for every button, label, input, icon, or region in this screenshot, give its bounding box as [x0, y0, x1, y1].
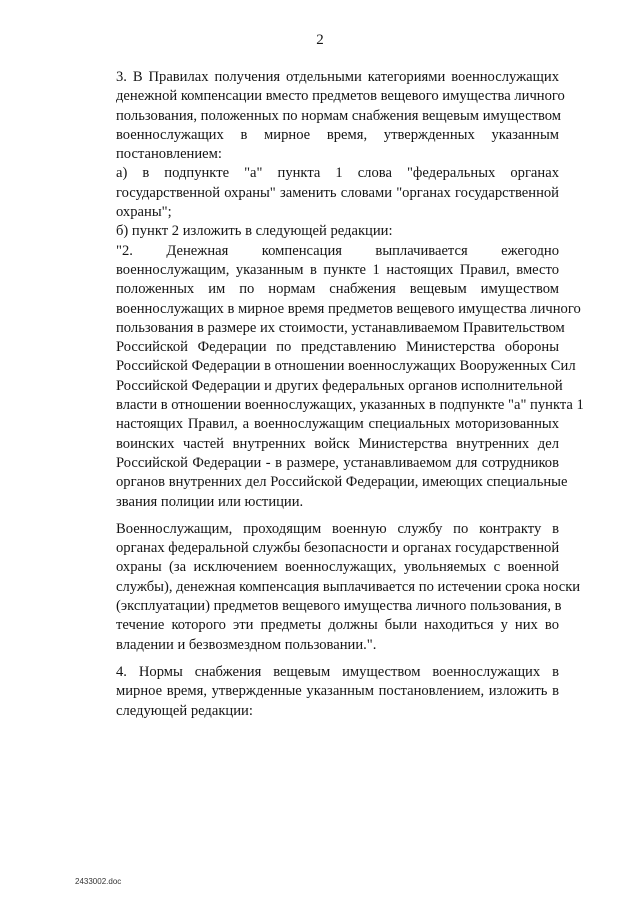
- text-line: следующей редакции:: [116, 702, 253, 719]
- text-line: воинских частей внутренних войск Министерства внутренних дел: [116, 435, 559, 452]
- text-line: службы), денежная компенсация выплачивается по истечении срока носки: [116, 578, 581, 595]
- text-line: пользования, положенных по нормам снабжения вещевым имуществом: [116, 107, 562, 124]
- text-line: звания полиции или юстиции.: [116, 493, 304, 510]
- document-body: [75, 68, 584, 721]
- text-line: Российской Федерации в отношении военнослужащих Вооруженных Сил: [116, 358, 576, 375]
- paragraph: [75, 222, 559, 241]
- paragraph: [75, 164, 559, 222]
- text-line: а) в подпункте "а" пункта 1 слова "федеральных органах: [116, 165, 559, 182]
- text-line: течение которого эти предметы должны были находиться у них во: [116, 617, 559, 634]
- text-line: (эксплуатации) предметов вещевого имущества личного пользования, в: [116, 598, 562, 615]
- text-line: власти в отношении военнослужащих, указанных в подпункте "а" пункта 1: [116, 397, 584, 414]
- text-line: постановлением:: [116, 146, 222, 163]
- paragraph: [75, 242, 584, 512]
- text-line: 4. Нормы снабжения вещевым имуществом военнослужащих в: [116, 663, 559, 680]
- text-line: положенных им по нормам снабжения вещевым имуществом: [116, 281, 559, 298]
- text-line: Российской Федерации - в размере, устанавливаемом для сотрудников: [116, 454, 559, 471]
- text-line: Российской Федерации и других федеральных органов исполнительной: [116, 377, 563, 394]
- text-line: органах федеральной службы безопасности и органах государственной: [116, 540, 560, 557]
- text-line: военнослужащих в мирное время, утвержденных указанным: [116, 126, 559, 143]
- text-line: органов внутренних дел Российской Федерации, имеющих специальные: [116, 474, 568, 491]
- text-line: военнослужащим, указанным в пункте 1 настоящих Правил, вместо: [116, 261, 559, 278]
- text-line: пользования в размере их стоимости, устанавливаемом Правительством: [116, 319, 565, 336]
- text-line: настоящих Правил, а военнослужащим специальных моторизованных: [116, 416, 559, 433]
- text-line: Российской Федерации по представлению Министерства обороны: [116, 339, 559, 356]
- text-line: охраны (за исключением военнослужащих, увольняемых с военной: [116, 559, 559, 576]
- text-line: владении и безвозмездном пользовании.".: [116, 636, 377, 653]
- text-line: военнослужащих в мирное время предметов вещевого имущества личного: [116, 300, 581, 317]
- page-number: 2: [316, 32, 324, 48]
- text-line: 3. В Правилах получения отдельными категориями военнослужащих: [116, 69, 559, 85]
- text-line: "2. Денежная компенсация выплачивается ежегодно: [116, 242, 559, 259]
- text-line: Военнослужащим, проходящим военную службу по контракту в: [116, 520, 559, 537]
- document-file-code: 2433002.doc: [75, 877, 122, 886]
- text-line: охраны";: [116, 204, 172, 221]
- paragraph: [75, 68, 565, 164]
- text-line: б) пункт 2 изложить в следующей редакции:: [116, 223, 393, 240]
- text-line: государственной охраны" заменить словами "органах государственной: [116, 184, 559, 201]
- text-line: мирное время, утвержденные указанным постановлением, изложить в: [116, 683, 559, 700]
- paragraph: [75, 663, 559, 721]
- text-line: денежной компенсации вместо предметов вещевого имущества личного: [116, 88, 565, 105]
- paragraph: [75, 520, 581, 655]
